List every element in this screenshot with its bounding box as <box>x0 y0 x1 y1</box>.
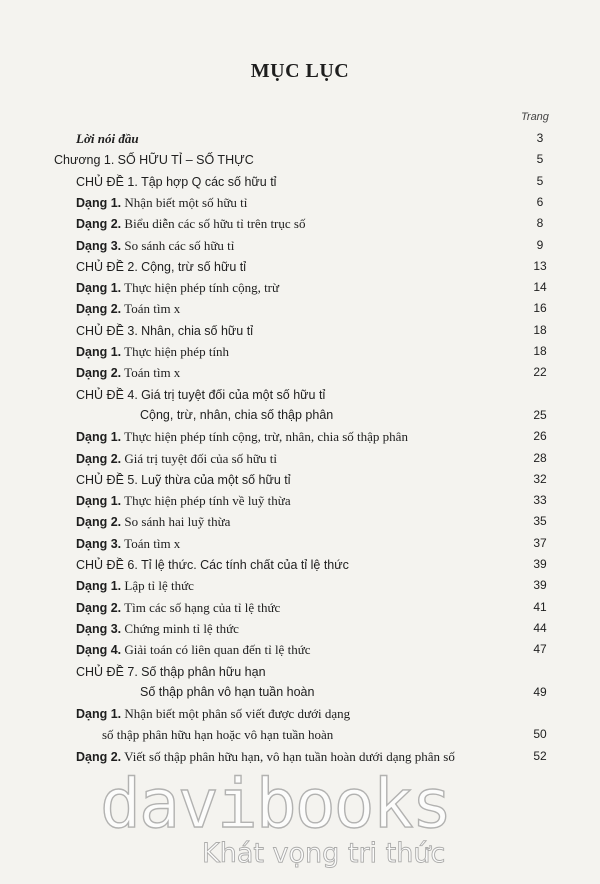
toc-entry-prefix: CHỦ ĐỀ 7. <box>76 664 138 679</box>
toc-entry <box>0 642 600 663</box>
toc-entry-prefix: Dạng 1. <box>76 430 122 445</box>
toc-entry-prefix: Dạng 2. <box>76 600 122 615</box>
toc-entry-prefix: CHỦ ĐỀ 6. <box>76 558 138 572</box>
toc-entry-label <box>76 749 455 765</box>
toc-entry-label <box>76 238 234 254</box>
toc-entry <box>0 131 600 152</box>
toc-entry-text: Nhận biết một số hữu tỉ <box>124 194 248 210</box>
toc-entry-prefix: Dạng 2. <box>76 302 122 317</box>
toc-entry-prefix: Dạng 1. <box>76 494 122 509</box>
toc-entry-prefix: Dạng 1. <box>76 345 122 359</box>
toc-entry-page: 3 <box>536 131 544 145</box>
toc-entry <box>0 514 600 535</box>
toc-entry-prefix: CHỦ ĐỀ 4. <box>76 387 138 402</box>
toc-entry-page: 47 <box>533 642 547 657</box>
toc-entry <box>0 600 600 621</box>
toc-entry-text: Thực hiện phép tính cộng, trừ, nhân, chia số thập phân <box>124 429 408 445</box>
toc-entry-text: Nhân, chia số hữu tỉ <box>141 323 253 338</box>
toc-entry-label <box>76 451 277 467</box>
toc-entry <box>0 365 600 386</box>
toc-entry-page: 49 <box>533 684 547 699</box>
toc-entry-label <box>76 600 280 616</box>
toc-entry-prefix: Dạng 2. <box>76 366 122 381</box>
toc-entry <box>0 152 600 173</box>
page-title: MỤC LỤC <box>250 60 350 82</box>
toc-entry-page: 32 <box>533 471 547 486</box>
toc-entry <box>0 174 600 195</box>
toc-entry-prefix: Dạng 2. <box>76 217 122 232</box>
toc-entry-text: Luỹ thừa của một số hữu tỉ <box>141 472 291 487</box>
toc-entry-page: 28 <box>533 450 547 465</box>
toc-entry-text: Thực hiện phép tính <box>124 344 230 359</box>
toc-entry-text: Toán tìm x <box>124 301 181 317</box>
toc-entry-label <box>76 664 266 680</box>
toc-entry-text: Số thập phân hữu hạn <box>141 664 266 679</box>
toc-entry-prefix: CHỦ ĐỀ 5. <box>76 472 138 487</box>
toc-entry-label <box>76 259 246 275</box>
toc-entry <box>0 429 600 450</box>
toc-entry <box>0 259 600 280</box>
toc-entry <box>0 280 600 301</box>
toc-entry-label <box>76 621 239 637</box>
toc-entry-prefix: Dạng 3. <box>76 536 122 551</box>
toc-entry-text-line2: số thập phân hữu hạn hoặc vô hạn tuần hoàn <box>102 727 334 743</box>
toc-entry-prefix: Dạng 1. <box>76 707 122 722</box>
toc-entry-text: Tìm các số hạng của tỉ lệ thức <box>124 599 281 615</box>
toc-entry-text-line2: Số thập phân vô hạn tuần hoàn <box>140 684 315 699</box>
toc-entry-label <box>54 152 254 168</box>
watermark-tagline: Khát vọng tri thức <box>202 838 446 869</box>
toc-entry-label <box>76 344 229 360</box>
toc-entry-label <box>76 195 247 211</box>
toc-entry-text: Viết số thập phân hữu hạn, vô hạn tuần hoàn dưới dạng phân số <box>124 748 455 764</box>
toc-entry <box>0 387 600 408</box>
toc-entry <box>0 493 600 514</box>
toc-entry-page: 41 <box>533 599 547 614</box>
toc-entry-page: 35 <box>533 514 547 529</box>
toc-entry-page: 44 <box>533 620 547 635</box>
toc-entry-text: Giải toán có liên quan đến tỉ lệ thức <box>124 642 311 658</box>
toc-entry-text: Toán tìm x <box>124 535 181 551</box>
toc-entry-prefix: CHỦ ĐỀ 2. <box>76 259 138 274</box>
watermark-brand: davibooks <box>100 765 451 844</box>
toc-entry-continuation <box>0 685 600 706</box>
toc-entry <box>0 536 600 557</box>
toc-entry <box>0 195 600 216</box>
toc-entry-text: Lập tỉ lệ thức <box>124 578 194 594</box>
toc-entry-page: 5 <box>536 152 544 167</box>
toc-entry-page: 9 <box>536 237 544 252</box>
toc-entry-text: Cộng, trừ số hữu tỉ <box>141 259 247 274</box>
toc-entry-text: Nhận biết một phân số viết được dưới dạng <box>124 706 351 722</box>
toc-entry <box>0 621 600 642</box>
toc-entry <box>0 216 600 237</box>
toc-entry-page: 25 <box>533 407 547 422</box>
toc-entry-label <box>76 429 408 445</box>
toc-entry-page: 50 <box>533 727 547 742</box>
toc-entry-page: 37 <box>533 535 547 550</box>
toc-entry-prefix: Dạng 1. <box>76 195 122 210</box>
toc-entry-page: 13 <box>533 258 547 273</box>
toc-entry-text: Tỉ lệ thức. Các tính chất của tỉ lệ thức <box>141 558 349 572</box>
toc-entry <box>0 344 600 365</box>
toc-entry-text: Tập hợp Q các số hữu tỉ <box>141 174 277 189</box>
toc-entry-page: 5 <box>536 173 544 188</box>
toc-entry <box>0 706 600 727</box>
toc-entry-label <box>76 706 350 722</box>
toc-entry-text: Thực hiện phép tính về luỹ thừa <box>124 493 291 509</box>
toc-entry-text: Biểu diễn các số hữu tỉ trên trục số <box>124 216 306 232</box>
toc-entry-prefix: Dạng 3. <box>76 238 122 253</box>
toc-entry <box>0 301 600 322</box>
toc-entry <box>0 472 600 493</box>
toc-entry-text: Thực hiện phép tính cộng, trừ <box>124 280 280 296</box>
toc-entry-text-line2: Cộng, trừ, nhân, chia số thập phân <box>140 407 334 422</box>
toc-entry <box>0 557 600 578</box>
toc-entry-label <box>76 216 305 232</box>
toc-entry-prefix: CHỦ ĐỀ 1. <box>76 174 138 189</box>
toc-entry-prefix: Dạng 1. <box>76 579 122 594</box>
toc-entry-text: Lời nói đầu <box>76 131 139 146</box>
toc-entry-page: 6 <box>536 194 544 209</box>
toc-entry-page: 8 <box>536 216 544 231</box>
toc-entry-prefix: Dạng 3. <box>76 621 122 636</box>
toc-entry <box>0 578 600 599</box>
toc-entry-page: 18 <box>533 322 547 337</box>
toc-entry-label <box>76 493 291 509</box>
toc-entry-page: 33 <box>533 493 547 508</box>
toc-entry-label <box>76 365 180 381</box>
toc-entry-label <box>76 280 279 296</box>
toc-entry-page: 26 <box>533 429 547 444</box>
toc-entry-text: SỐ HỮU TỈ – SỐ THỰC <box>117 153 254 168</box>
toc-entry-text: Giá trị tuyệt đối của một số hữu tỉ <box>141 387 326 402</box>
toc-entry-prefix: Dạng 2. <box>76 515 122 530</box>
toc-entry-prefix: Dạng 2. <box>76 749 122 764</box>
toc-entry-text: So sánh hai luỹ thừa <box>124 514 231 530</box>
toc-entry-prefix: CHỦ ĐỀ 3. <box>76 323 138 338</box>
toc-entry-page: 22 <box>533 365 547 380</box>
toc-entry-label <box>76 387 325 403</box>
toc-entry-label <box>76 642 311 658</box>
toc-entry-continuation <box>0 408 600 429</box>
toc-entry-prefix: Dạng 4. <box>76 643 122 658</box>
toc-entry-text: Chứng minh tỉ lệ thức <box>124 620 239 636</box>
toc-entry <box>0 323 600 344</box>
toc-entry-prefix: Chương 1. <box>54 153 115 168</box>
toc-entry <box>0 451 600 472</box>
toc-entry-text: Giá trị tuyệt đối của số hữu tỉ <box>124 450 277 466</box>
toc-entry-label <box>76 174 276 190</box>
toc-entry <box>0 664 600 685</box>
toc-entry-page: 14 <box>533 280 547 295</box>
toc-entry-label <box>76 557 349 573</box>
toc-entry-label <box>76 514 230 530</box>
toc-entry-label <box>76 536 180 552</box>
toc-entry-continuation <box>0 727 600 748</box>
toc-entry-text: Toán tìm x <box>124 365 181 381</box>
toc-entry-text: So sánh các số hữu tỉ <box>124 237 235 253</box>
toc-entry-label <box>76 323 253 339</box>
toc-entry-page: 16 <box>533 301 547 316</box>
toc-entry-page: 18 <box>533 344 547 358</box>
toc-entry-prefix: Dạng 1. <box>76 281 122 296</box>
toc-entry-page: 39 <box>533 557 547 571</box>
toc-entry-page: 39 <box>533 578 547 593</box>
toc-entry-label <box>76 131 139 147</box>
toc-entry-label <box>76 472 291 488</box>
toc-entry-prefix: Dạng 2. <box>76 451 122 466</box>
toc-entry-label <box>76 578 194 594</box>
page-column-header: Trang <box>521 111 549 123</box>
toc-entry <box>0 238 600 259</box>
toc-entry-label <box>76 301 180 317</box>
toc-entry-page: 52 <box>533 748 547 763</box>
